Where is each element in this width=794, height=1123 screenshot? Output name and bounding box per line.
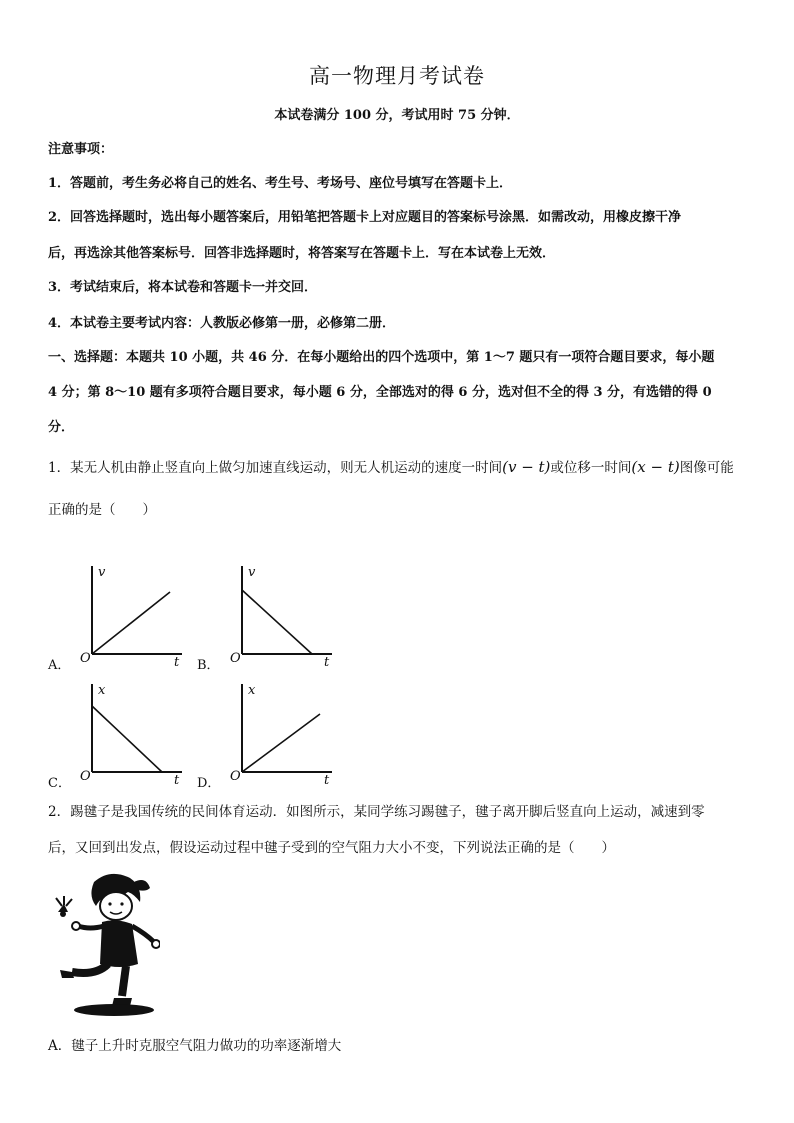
option-b-label: B． <box>197 658 220 673</box>
y-axis-label: v <box>98 565 106 580</box>
question-2-stem-line2: 后，又回到出发点，假设运动过程中毽子受到的空气阻力大小不变，下列说法正确的是（ ） <box>48 840 615 856</box>
x-axis-label: t <box>324 655 330 670</box>
x-axis-label: t <box>324 773 330 788</box>
graph-line <box>242 714 320 772</box>
origin-label: O <box>80 651 91 666</box>
x-axis-label: t <box>174 773 180 788</box>
option-d-graph <box>228 680 338 788</box>
section1-line2: 4 分；第 8～10 题有多项符合题目要求，每小题 6 分，全部选对的得 6 分，选对但不全的得 3 分，有选错的得 0 <box>48 385 712 400</box>
graph-line <box>92 706 162 772</box>
graph-line <box>92 592 170 654</box>
question-2-stem: 2．踢毽子是我国传统的民间体育运动．如图所示，某同学练习踢毽子，毽子离开脚后竖直向上运动，减速到零 <box>48 804 705 820</box>
origin-label: O <box>230 769 241 784</box>
notice-item-3: 3．考试结束后，将本试卷和答题卡一并交回． <box>48 280 318 295</box>
notice-heading: 注意事项： <box>48 142 114 157</box>
graph-line <box>242 590 312 654</box>
notice-item-2-cont: 后，再选涂其他答案标号．回答非选择题时，将答案写在答题卡上．写在本试卷上无效． <box>48 246 556 261</box>
x-axis-label: t <box>174 655 180 670</box>
y-axis-label: x <box>98 683 106 698</box>
option-a-graph <box>78 562 188 670</box>
origin-label: O <box>230 651 241 666</box>
y-axis-label: x <box>248 683 256 698</box>
option-a-label: A． <box>48 658 71 673</box>
section1-line1: 一、选择题：本题共 10 小题，共 46 分．在每小题给出的四个选项中，第 1～7 题只有一项符合题目要求，每小题 <box>48 350 715 365</box>
question-1-stem-line2: 正确的是（ ） <box>48 502 156 518</box>
girl-kicking-shuttlecock-illustration <box>50 868 160 1020</box>
question-2-option-a: A．毽子上升时克服空气阻力做功的功率逐渐增大 <box>48 1038 342 1054</box>
page-title: 高一物理月考试卷 <box>309 64 485 88</box>
notice-item-4: 4．本试卷主要考试内容：人教版必修第一册，必修第二册． <box>48 316 396 331</box>
q1-text-part1: 1．某无人机由静止竖直向上做匀加速直线运动，则无人机运动的速度一时间 <box>48 460 503 476</box>
q1-math-xt: (x − t) <box>631 458 680 476</box>
exam-subtitle: 本试卷满分 100 分，考试用时 75 分钟． <box>274 108 520 123</box>
option-c-label: C． <box>48 776 71 791</box>
y-axis-label: v <box>248 565 256 580</box>
notice-item-1: 1．答题前，考生务必将自己的姓名、考生号、考场号、座位号填写在答题卡上． <box>48 176 513 191</box>
q1-text-part3: 图像可能 <box>679 460 734 476</box>
option-b-graph <box>228 562 338 670</box>
shuttlecock-icon <box>56 896 72 917</box>
section1-line3: 分． <box>48 420 75 435</box>
option-c-graph <box>78 680 188 788</box>
notice-item-2: 2．回答选择题时，选出每小题答案后，用铅笔把答题卡上对应题目的答案标号涂黑．如需改动，用橡皮擦干净 <box>48 210 682 225</box>
q1-text-part2: 或位移一时间 <box>550 460 632 476</box>
q1-math-vt: (v − t) <box>502 458 551 476</box>
origin-label: O <box>80 769 91 784</box>
question-1-stem <box>48 456 734 476</box>
option-d-label: D． <box>197 776 221 791</box>
